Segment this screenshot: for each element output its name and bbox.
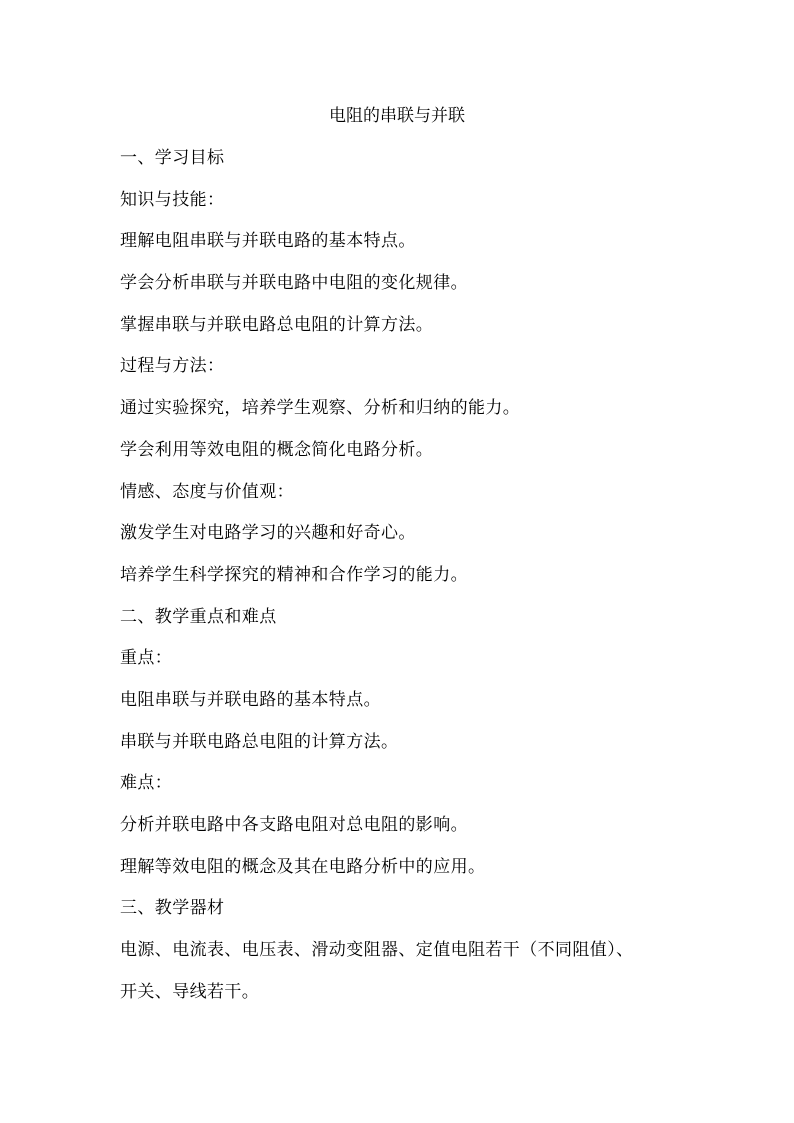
subheading-key-points: 重点： [120,648,173,669]
section-heading-key-points: 二、教学重点和难点 [120,606,277,627]
document-body [120,145,680,1020]
paragraph-line: 激发学生对电路学习的兴趣和好奇心。 [120,523,416,544]
paragraph-line: 培养学生科学探究的精神和合作学习的能力。 [120,564,468,585]
paragraph-line: 开关、导线若干。 [120,981,260,1002]
section-heading-equipment: 三、教学器材 [120,898,225,919]
paragraph-line: 分析并联电路中各支路电阻对总电阻的影响。 [120,815,468,835]
paragraph-line: 电源、电流表、电压表、滑动变阻器、定值电阻若干（不同阻值）、 [120,940,634,961]
subheading-difficulties: 难点： [120,773,173,794]
paragraph-line: 电阻串联与并联电路的基本特点。 [120,689,381,710]
paragraph-line: 理解等效电阻的概念及其在电路分析中的应用。 [120,856,486,877]
paragraph-line: 学会利用等效电阻的概念简化电路分析。 [120,439,434,460]
section-heading-objectives: 一、学习目标 [120,148,225,168]
paragraph-line: 串联与并联电路总电阻的计算方法。 [120,731,399,752]
subheading-knowledge-skills: 知识与技能： [120,189,225,210]
document-title: 电阻的串联与并联 [329,106,465,126]
paragraph-line: 学会分析串联与并联电路中电阻的变化规律。 [120,273,468,294]
paragraph-line: 理解电阻串联与并联电路的基本特点。 [120,231,416,252]
subheading-process-methods: 过程与方法： [120,356,225,377]
paragraph-line: 掌握串联与并联电路总电阻的计算方法。 [120,314,434,335]
paragraph-line: 通过实验探究，培养学生观察、分析和归纳的能力。 [120,398,521,419]
subheading-emotion-values: 情感、态度与价值观： [120,481,294,502]
